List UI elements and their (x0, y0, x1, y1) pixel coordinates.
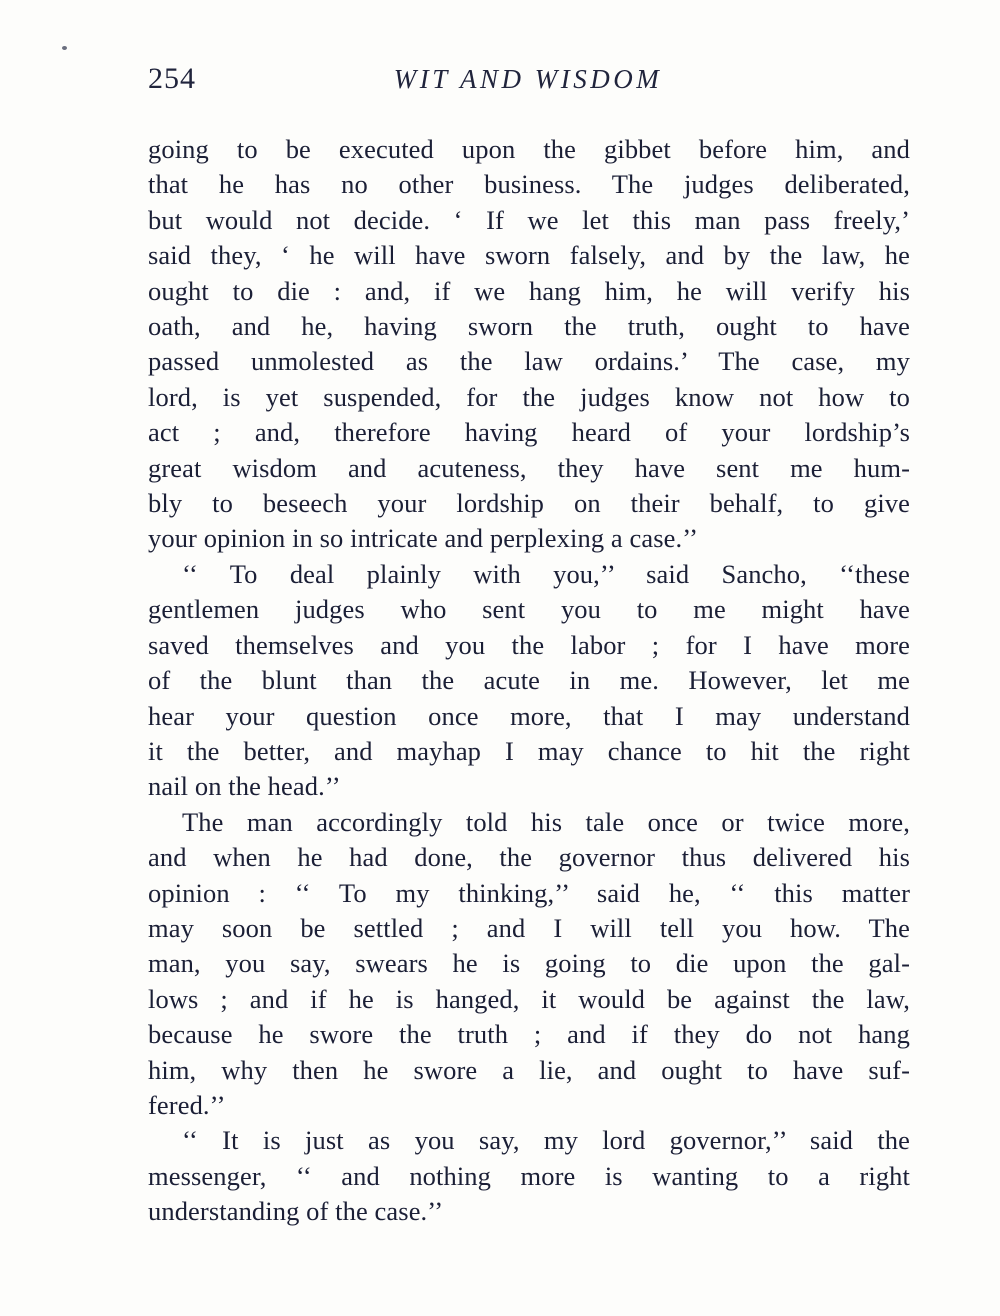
page-number: 254 (148, 62, 196, 95)
text-line: passed unmolested as the law ordains.’ The case, my (148, 346, 910, 377)
text-line: and when he had done, the governor thus delivered his (148, 842, 910, 873)
text-line: of the blunt than the acute in me. However, let me (148, 665, 910, 696)
running-head: WIT AND WISDOM (393, 64, 663, 94)
text-line: saved themselves and you the labor ; for I have more (148, 629, 910, 660)
text-line: your opinion in so intricate and perplexing a case.’’ (148, 523, 699, 554)
paragraph (148, 557, 910, 805)
text-line: lord, is yet suspended, for the judges know not how to (148, 381, 910, 412)
text-line: bly to beseech your lordship on their behalf, to give (148, 488, 910, 519)
text-line: may soon be settled ; and I will tell you how. The (148, 912, 910, 943)
text-line: opinion : ‘‘ To my thinking,’’ said he, ‘‘ this matter (148, 877, 910, 908)
text-line: The man accordingly told his tale once or twice more, (182, 806, 910, 837)
text-line: great wisdom and acuteness, they have sent me hum- (148, 452, 910, 483)
text-line: because he swore the truth ; and if they do not hang (148, 1019, 910, 1050)
text-line: man, you say, swears he is going to die upon the gal- (148, 948, 910, 979)
text-line: ‘‘ It is just as you say, my lord governor,’’ said the (182, 1125, 910, 1156)
text-line: oath, and he, having sworn the truth, ought to have (148, 311, 910, 342)
text-line: it the better, and mayhap I may chance to hit the right (148, 735, 910, 766)
paragraph (148, 132, 910, 557)
text-line: hear your question once more, that I may understand (148, 700, 910, 731)
paragraph (148, 1123, 910, 1229)
text-line: fered.’’ (148, 1089, 226, 1120)
text-line: going to be executed upon the gibbet before him, and (148, 134, 910, 164)
text-line: gentlemen judges who sent you to me might have (148, 594, 910, 625)
text-line: nail on the head.’’ (148, 771, 341, 802)
page-body (148, 132, 910, 1230)
text-line: that he has no other business. The judges deliberated, (148, 169, 910, 200)
text-line: ought to die : and, if we hang him, he will verify his (148, 275, 910, 306)
text-line: messenger, ‘‘ and nothing more is wanting to a right (148, 1160, 910, 1191)
text-line: understanding of the case.’’ (148, 1196, 444, 1227)
text-line: him, why then he swore a lie, and ought to have suf- (148, 1054, 910, 1085)
text-line: but would not decide. ‘ If we let this man pass freely,’ (148, 204, 910, 235)
page-header (148, 62, 908, 102)
text-line: lows ; and if he is hanged, it would be against the law, (148, 983, 910, 1014)
paragraph (148, 805, 910, 1124)
text-line: act ; and, therefore having heard of your lordship’s (148, 417, 910, 448)
page-speck-mark (62, 46, 67, 50)
text-line: ‘‘ To deal plainly with you,’’ said Sancho, ‘‘these (182, 558, 910, 589)
text-line: said they, ‘ he will have sworn falsely, and by the law, he (148, 240, 910, 271)
